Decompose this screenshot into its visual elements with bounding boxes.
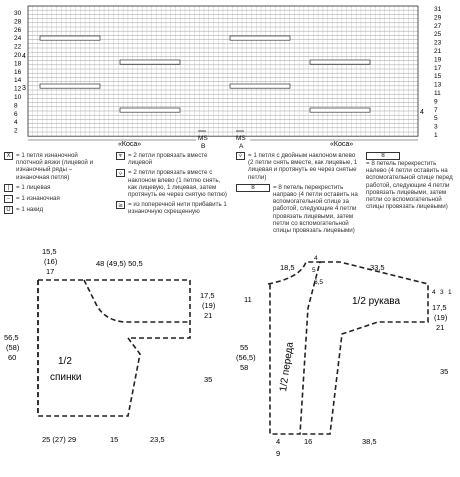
right-row-number: 11 — [434, 90, 441, 97]
right-row-number: 1 — [434, 132, 438, 139]
left-row-number: 16 — [14, 68, 22, 76]
left-row-number: 24 — [14, 35, 22, 43]
legend-item: | = 1 лицевая — [4, 184, 106, 192]
right-row-numbers — [434, 6, 442, 139]
legend-symbol-icon: – — [4, 195, 13, 203]
ms-label-right: MS — [236, 135, 246, 142]
left-row-number: 22 — [14, 43, 22, 51]
chart-cable-marks — [40, 36, 370, 112]
right-row-number: 3 — [434, 123, 438, 131]
cable-cross-mark — [40, 36, 100, 40]
back-title-1: 1/2 — [58, 356, 72, 367]
front-dim-left: 55 — [240, 343, 249, 352]
right-row-number: 21 — [434, 48, 442, 55]
chart-grid-lines — [28, 6, 418, 136]
legend-symbol-icon: ≥ — [118, 201, 124, 209]
legend-column-3 — [236, 152, 360, 237]
pattern-label-right: «Коса» — [330, 141, 354, 148]
number-4-left: 4 — [22, 53, 26, 60]
front-dim-top: 4 — [314, 255, 318, 262]
left-row-number: 18 — [14, 60, 22, 68]
sleeve-dim-right-upper: (19) — [434, 313, 448, 322]
right-row-number: 9 — [434, 98, 438, 106]
front-dim-left: (56,5) — [236, 353, 256, 362]
legend-symbol-icon: ⩒ — [116, 169, 125, 177]
legend-column-2 — [116, 152, 230, 219]
schematic-drawing — [0, 244, 460, 472]
left-row-numbers — [14, 10, 22, 135]
number-4-right: 4 — [420, 109, 424, 116]
front-dim-top: 33,5 — [370, 263, 385, 272]
ms-label-left: MS — [198, 135, 208, 142]
front-dim-bottom: 16 — [304, 437, 313, 446]
right-row-number: 5 — [434, 115, 438, 123]
back-dim-top-left: 17 — [46, 267, 55, 276]
left-row-number: 12 — [14, 85, 22, 93]
sleeve-dim-right-top: 1 — [448, 289, 452, 296]
cable-cross-mark — [230, 36, 290, 40]
back-dim-right-upper: 21 — [204, 311, 213, 320]
right-row-number: 7 — [434, 106, 438, 114]
back-dim-top-left: 15,5 — [42, 247, 57, 256]
back-dim-bottom: 25 (27) 29 — [42, 435, 77, 444]
front-dim-bottom: 9 — [276, 449, 281, 458]
front-dim-bottom: 4 — [276, 437, 281, 446]
back-dim-bottom: 23,5 — [150, 435, 165, 444]
sleeve-dim-right-upper: 21 — [436, 323, 445, 332]
cable-left-icon: 8 — [366, 152, 400, 160]
back-dim-left: 56,5 — [4, 333, 19, 342]
left-row-number: 30 — [14, 10, 22, 17]
legend-item: ⩒ = 1 петля с двойным наклоном влево (2 петли снять вместе, как лицевые, 1 лицевая и протянуть ее через снятые петли) — [236, 152, 360, 181]
back-dim-right-lower: 35 — [204, 375, 213, 384]
sleeve-dim-right-top: 3 — [440, 289, 444, 296]
back-dim-top-right: 48 (49,5) 50,5 — [96, 259, 143, 268]
ms-label-right-sub: A — [239, 143, 244, 150]
legend-symbol-icon: U — [4, 206, 13, 214]
front-dim-top: 5 — [312, 267, 316, 274]
cable-cross-mark — [40, 84, 100, 88]
left-row-number: 28 — [14, 18, 22, 26]
back-dim-bottom: 15 — [110, 435, 119, 444]
front-piece — [236, 255, 452, 458]
right-row-number: 15 — [434, 73, 442, 81]
back-title-2: спинки — [50, 372, 82, 383]
right-row-number: 25 — [434, 31, 442, 39]
cable-cross-mark — [120, 60, 180, 64]
right-row-number: 17 — [434, 64, 442, 72]
legend-item: ⩔ = 2 петли провязать вместе лицевой — [116, 152, 230, 166]
front-title: 1/2 переда — [278, 341, 296, 393]
left-row-number: 8 — [14, 102, 18, 110]
back-dim-top-left: (16) — [44, 257, 58, 266]
back-dim-right-upper: (19) — [202, 301, 216, 310]
legend-column-4 — [366, 152, 458, 213]
right-row-number: 13 — [434, 81, 442, 89]
back-dim-left: (58) — [6, 343, 20, 352]
legend-item: U = 1 накид — [4, 206, 106, 214]
back-piece — [4, 247, 216, 444]
cable-cross-mark — [310, 108, 370, 112]
left-row-number: 4 — [14, 119, 18, 127]
front-dim-top: 18,5 — [280, 263, 295, 272]
pattern-schematics — [0, 244, 460, 472]
right-row-number: 27 — [434, 22, 442, 30]
chart-legend — [4, 152, 460, 242]
front-dim-bottom: 38,5 — [362, 437, 377, 446]
legend-symbol-icon: ⩔ — [116, 152, 125, 160]
right-row-number: 23 — [434, 39, 442, 47]
legend-symbol-icon: X — [4, 152, 13, 160]
sleeve-dim-right-upper: 17,5 — [432, 303, 447, 312]
right-row-number: 19 — [434, 56, 442, 64]
legend-column-1 — [4, 152, 106, 217]
legend-item: 8 = 8 петель перекрестить направо (4 петли оставить на вспомогательной спице за работой, следующие 4 петли провязать лицевыми, затем петли со вспомогательной спицы провязать лицевыми) — [236, 184, 360, 234]
sleeve-dim-right-lower: 35 — [440, 367, 449, 376]
sleeve-dim-right-top: 4 — [432, 289, 436, 296]
front-dim-left-top: 11 — [244, 295, 252, 304]
cable-cross-mark — [120, 108, 180, 112]
cable-cross-mark — [230, 84, 290, 88]
sleeve-title: 1/2 рукава — [352, 296, 401, 307]
legend-item: ⩒ = 2 петли провязать вместе с наклоном влево (1 петлю снять, как лицевую, 1 лицевая, затем протянуть ее через снятую петлю) — [116, 169, 230, 198]
right-row-number: 29 — [434, 14, 442, 22]
pattern-label-left: «Коса» — [118, 141, 142, 148]
left-row-number: 2 — [14, 127, 18, 135]
legend-item: – = 1 изнаночная — [4, 195, 106, 203]
back-dim-right-upper: 17,5 — [200, 291, 215, 300]
legend-symbol-icon: | — [4, 184, 13, 192]
ms-label-left-sub: B — [201, 143, 206, 150]
back-dim-left: 60 — [8, 353, 17, 362]
legend-item: X = 1 петля изнаночной плотчной вязки (лицевой и изнаночный ряды – изнаночная петля) — [4, 152, 106, 181]
legend-item: ≥ = из поперечной нити прибавить 1 изнаночную скрещенную — [118, 201, 227, 216]
left-row-number: 6 — [14, 110, 18, 118]
chart-grid — [0, 0, 460, 156]
left-row-number: 14 — [14, 77, 22, 85]
legend-item: 8 = 8 петель перекрестить налево (4 петли оставить на вспомогательной спице перед работой, следующие 4 петли провязать лицевыми, затем петли со вспомогательной спицы провязать лицевыми) — [366, 152, 453, 211]
cable-cross-mark — [310, 60, 370, 64]
right-row-number: 31 — [434, 6, 442, 13]
front-dim-top: 6,5 — [314, 279, 324, 286]
left-row-number: 10 — [14, 94, 22, 101]
knitting-chart — [0, 0, 460, 156]
left-row-number: 20 — [14, 52, 22, 59]
front-dim-left: 58 — [240, 363, 249, 372]
legend-symbol-icon: ⩒ — [236, 152, 245, 160]
left-row-number: 26 — [14, 26, 22, 34]
cable-right-icon: 8 — [236, 184, 270, 192]
number-3-left: 3 — [22, 85, 26, 92]
